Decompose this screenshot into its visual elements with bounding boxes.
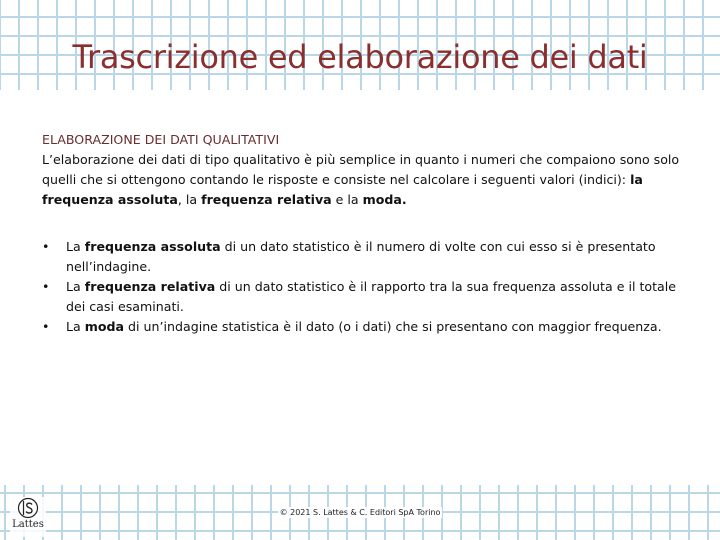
bullet-term: frequenza assoluta <box>84 239 221 254</box>
intro-paragraph <box>42 150 682 210</box>
bullet-text: di un’indagine statistica è il dato (o i dati) che si presentano con maggior frequenza. <box>124 319 662 334</box>
footer <box>0 508 720 517</box>
publisher-logo <box>10 497 46 537</box>
intro-bold-moda: moda. <box>362 192 407 207</box>
list-item <box>42 277 682 317</box>
page-title: Trascrizione ed elaborazione dei dati <box>72 38 648 76</box>
intro-text-1: L’elaborazione dei dati di tipo qualitativo è più semplice in quanto i numeri che compaiono sono solo quelli che si ottengono contando le risposte e consiste nel calcolare i seguenti valori (indici): <box>42 152 680 187</box>
bullet-term: frequenza relativa <box>84 279 216 294</box>
bullet-icon: • <box>42 239 50 254</box>
slide-content <box>42 130 682 337</box>
bullet-prefix: La <box>66 319 85 334</box>
bullet-text: di un dato statistico è il numero di volte con cui esso si è presentato nell’indagine. <box>66 239 656 274</box>
list-item <box>42 317 682 337</box>
copyright-text: © 2021 S. Lattes & C. Editori SpA Torino <box>279 508 441 517</box>
bullet-text: di un dato statistico è il rapporto tra la sua frequenza assoluta e il totale dei casi esaminati. <box>66 279 676 314</box>
bullet-icon: • <box>42 319 50 334</box>
bullet-icon: • <box>42 279 50 294</box>
bullet-prefix: La <box>66 279 85 294</box>
intro-text-2: , la <box>177 192 202 207</box>
section-heading: ELABORAZIONE DEI DATI QUALITATIVI <box>42 132 280 147</box>
list-item <box>42 237 682 277</box>
logo-text: Lattes <box>12 519 44 530</box>
intro-text-3: e la <box>331 192 363 207</box>
bullet-term: moda <box>84 319 125 334</box>
intro-bold-frequenza-assoluta: la frequenza assoluta <box>42 172 643 207</box>
intro-bold-frequenza-relativa: frequenza relativa <box>201 192 332 207</box>
definitions-list <box>42 237 682 337</box>
bullet-prefix: La <box>66 239 85 254</box>
